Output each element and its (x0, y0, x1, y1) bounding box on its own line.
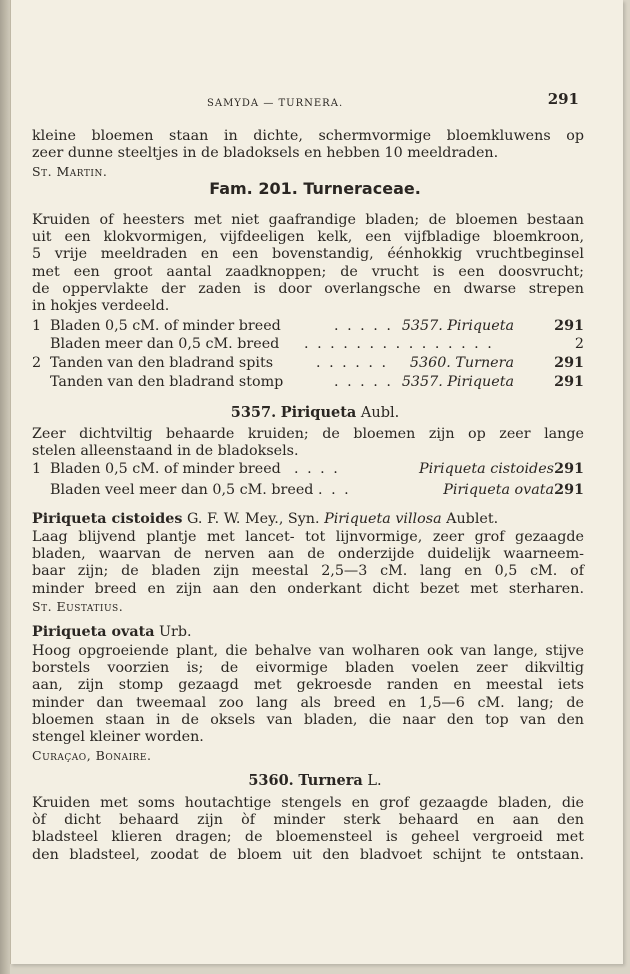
key-page: 291 (554, 461, 584, 477)
text-line: 5 vrije meeldraden en een bovenstandig, éénhokkig vruchtbeginsel (32, 246, 584, 263)
species-heading-ovata (32, 624, 584, 641)
key-leader-dots: . . . . . (334, 374, 393, 390)
locality-st-martin: St. Martin. (32, 164, 108, 179)
key-row (32, 374, 584, 392)
genus-number: 5357. (230, 404, 277, 421)
running-title: SAMYDA — TURNERA. (207, 98, 344, 109)
text-line: kleine bloemen staan in dichte, schermvormige bloemkluwens op (32, 128, 584, 144)
text-line: uit een klokvormigen, vijfdeeligen kelk, een vijfbladige bloemkroon, (32, 229, 584, 246)
key-page: 2 (574, 336, 584, 352)
key-row (32, 336, 584, 354)
family-heading: Fam. 201. Turneraceae. (209, 179, 421, 198)
locality-st-eustatius: St. Eustatius. (32, 599, 124, 614)
species-description (32, 643, 584, 746)
key-number: 2 (32, 355, 42, 371)
text-line: in hokjes verdeeld. (32, 297, 170, 314)
genus-author: L. (367, 773, 382, 789)
genus-heading-piriqueta (0, 404, 630, 421)
key-page: 291 (554, 355, 584, 371)
synonym-name: Piriqueta villosa (324, 511, 442, 527)
key-text: Bladen 0,5 cM. of minder breed (50, 461, 281, 477)
key-leader-dots: . . . . (294, 461, 340, 477)
text-line: minder dan tweemaal zoo lang als breed en 1,5—6 cM. lang; de (32, 694, 584, 711)
text-line: borstels voorzien is; de eivormige bladen voelen zeer dikviltig (32, 660, 584, 677)
text-line: stelen alleenstaand in de bladoksels. (32, 443, 299, 460)
species-author: Urb. (159, 624, 192, 640)
key-leader-dots: . . . (318, 482, 351, 498)
text-line: Kruiden met soms houtachtige stengels en grof gezaagde bladen, die (32, 795, 584, 811)
key-row (32, 461, 584, 479)
key-text: Bladen 0,5 cM. of minder breed (50, 318, 281, 334)
key-text: Tanden van den bladrand spits (50, 355, 274, 371)
synonym-author: Aublet. (446, 511, 499, 527)
key-reference: 5360. Turnera (409, 355, 514, 371)
text-line: stengel kleiner worden. (32, 728, 204, 745)
key-text: Bladen veel meer dan 0,5 cM. breed (50, 482, 314, 498)
key-text: Bladen meer dan 0,5 cM. breed (50, 336, 280, 352)
text-line: zeer dunne steeltjes in de bladoksels en hebben 10 meeldraden. (32, 145, 499, 162)
genus-name: Turnera (298, 772, 363, 789)
species-author: G. F. W. Mey., Syn. (186, 511, 320, 527)
species-description (32, 529, 584, 598)
key-leader-dots: . . . . . (334, 318, 393, 334)
text-line: met een groot aantal zaadknoppen; de vrucht is een doosvrucht; (32, 263, 584, 280)
text-line: minder breed en zijn aan den onderkant dicht bezet met sterharen. (32, 580, 584, 597)
genus-heading-turnera (0, 772, 630, 789)
key-leader-dots: . . . . . . . . . . . . . . . (304, 336, 494, 352)
key-page: 291 (554, 318, 584, 334)
text-line: Laag blijvend plantje met lancet- tot lijnvormige, zeer grof gezaagde (32, 529, 584, 545)
text-line: Zeer dichtviltig behaarde kruiden; de bloemen zijn op zeer lange (32, 426, 584, 442)
book-spine-edge (0, 0, 10, 974)
page-header (32, 91, 584, 109)
page-number: 291 (547, 90, 579, 108)
text-line: bladsteel klieren dragen; de bloemensteel is geheel vergroeid met (32, 829, 584, 846)
key-row (32, 355, 584, 373)
key-reference: 5357. Piriqueta (401, 374, 514, 390)
key-page: 291 (554, 482, 584, 498)
genus-name: Piriqueta (280, 404, 357, 421)
text-line: Kruiden of heesters met niet gaafrandige bladen; de bloemen bestaan (32, 212, 584, 228)
genus-description (32, 795, 584, 864)
genus-number: 5360. (248, 772, 294, 789)
species-name: Piriqueta ovata (32, 624, 155, 640)
key-reference: 5357. Piriqueta (401, 318, 514, 334)
text-line: de oppervlakte der zaden is door overlangsche en dwarse strepen (32, 280, 584, 297)
genus-author: Aubl. (360, 405, 400, 421)
family-description (32, 212, 584, 315)
species-heading-cistoides (32, 511, 584, 528)
text-line: bloemen staan in de oksels van bladen, die naar den top van den (32, 711, 584, 728)
genus-description (32, 426, 584, 460)
species-name: Piriqueta cistoides (32, 511, 183, 527)
key-number: 1 (32, 461, 42, 477)
text-line: bladen, waarvan de nerven aan de onderzijde duidelijk waarneem- (32, 546, 584, 563)
text-line: baar zijn; de bladen zijn meestal 2,5—3 cM. lang en 0,5 cM. of (32, 563, 584, 580)
key-row (32, 482, 584, 500)
key-reference: Piriqueta ovata (443, 482, 554, 498)
intro-paragraph (32, 128, 584, 162)
key-row (32, 318, 584, 336)
text-line: Hoog opgroeiende plant, die behalve van wolharen ook van lange, stijve (32, 643, 584, 659)
key-leader-dots: . . . . . . (316, 355, 388, 371)
locality-curacao-bonaire: Curaçao, Bonaire. (32, 748, 152, 763)
text-line: den bladsteel, zoodat de bloem uit den bladvoet schijnt te ontstaan. (32, 846, 584, 863)
text-line: aan, zijn stomp gezaagd met gekroesde randen en meestal iets (32, 677, 584, 694)
key-reference: Piriqueta cistoides (418, 461, 554, 477)
text-line: òf dicht behaard zijn òf minder sterk behaard en aan den (32, 812, 584, 829)
key-number: 1 (32, 318, 42, 334)
key-text: Tanden van den bladrand stomp (50, 374, 284, 390)
key-page: 291 (554, 374, 584, 390)
